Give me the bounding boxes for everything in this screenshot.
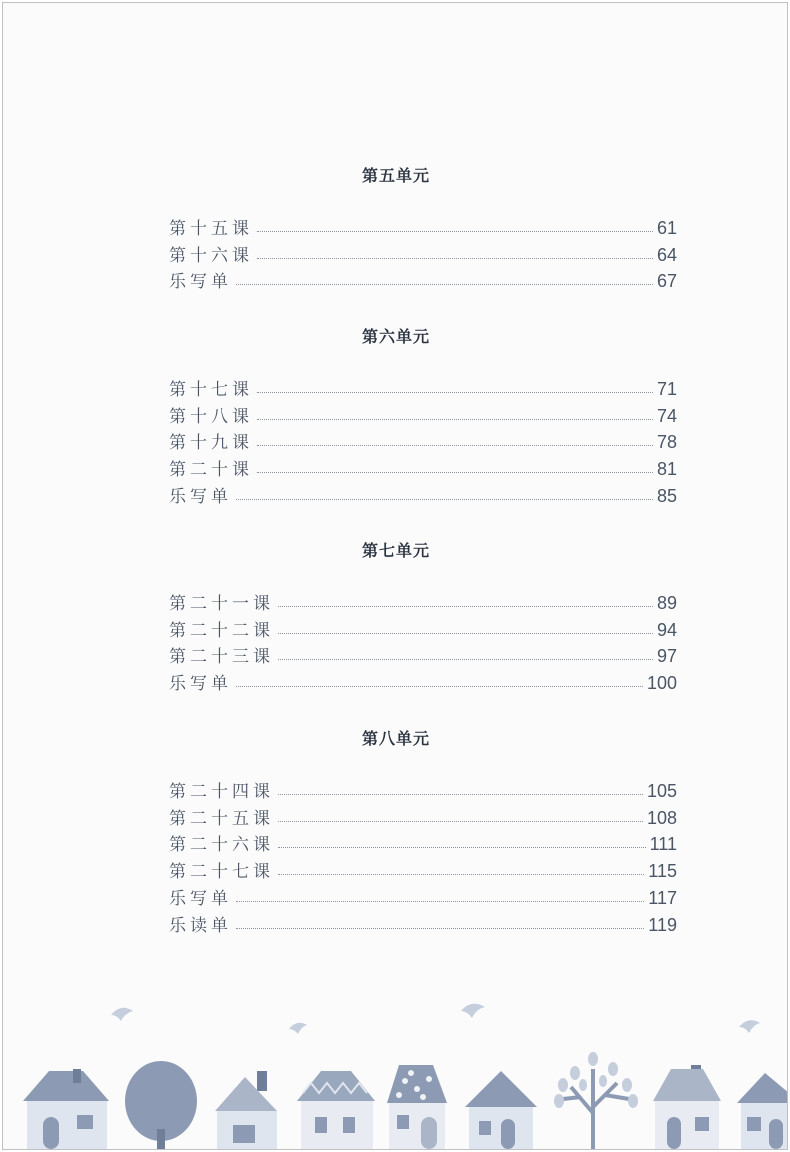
tree-illustration: [554, 1052, 638, 1149]
toc-entry-title: 第二十六课: [169, 835, 274, 856]
toc-entry[interactable]: [169, 376, 677, 400]
toc-entry[interactable]: [169, 456, 677, 480]
toc-entry-page-number: 119: [648, 914, 677, 935]
toc-entry-page-number: 97: [656, 646, 677, 667]
toc-entry-page-number: 94: [656, 619, 677, 640]
toc-entry-page-number: 67: [656, 271, 677, 292]
dot-leader: [278, 847, 646, 848]
dot-leader: [278, 821, 643, 822]
unit-heading: 第六单元: [361, 327, 430, 346]
dot-leader: [236, 284, 653, 285]
toc-entry-title: 第二十四课: [169, 782, 274, 802]
toc-entry-title: 乐写单: [169, 888, 232, 909]
dot-leader: [278, 874, 644, 875]
dot-leader: [236, 686, 643, 687]
toc-entry-page-number: 61: [656, 218, 677, 238]
toc-entry[interactable]: [169, 242, 677, 266]
tree-illustration: [125, 1061, 197, 1149]
dot-leader: [257, 419, 653, 420]
toc-entry-page-number: 105: [646, 781, 677, 801]
toc-entry[interactable]: [169, 590, 677, 614]
dot-leader: [278, 794, 643, 795]
house-illustration: [737, 1073, 788, 1149]
unit-heading: 第五单元: [361, 166, 430, 185]
toc-entry-page-number: 108: [646, 807, 677, 828]
toc-entry-title: 第二十课: [169, 460, 253, 481]
toc-entry[interactable]: [169, 778, 677, 802]
toc-entry[interactable]: [169, 912, 677, 936]
toc-entry-page-number: 111: [649, 834, 677, 855]
toc-entry[interactable]: [169, 831, 677, 855]
dot-leader: [278, 659, 653, 660]
toc-entry[interactable]: [169, 617, 677, 641]
toc-entry-title: 第二十三课: [169, 647, 274, 668]
toc-entry-page-number: 81: [656, 459, 677, 480]
toc-entry-title: 乐读单: [169, 915, 232, 936]
toc-entry[interactable]: [169, 885, 677, 909]
toc-entry[interactable]: [169, 403, 677, 427]
toc-entry-title: 第十五课: [169, 219, 253, 239]
toc-entry-title: 第十七课: [169, 380, 253, 400]
toc-entry-page-number: 117: [648, 887, 677, 908]
dot-leader: [236, 901, 644, 902]
house-illustration: [23, 1069, 109, 1149]
dot-leader: [278, 606, 653, 607]
book-page: [2, 2, 788, 1150]
toc-entry-page-number: 74: [656, 405, 677, 426]
toc-entry-title: 第二十五课: [169, 808, 274, 829]
toc-entry-title: 乐写单: [169, 272, 232, 293]
toc-entry-page-number: 100: [646, 673, 677, 694]
house-illustration: [653, 1065, 721, 1149]
house-illustration: [465, 1071, 537, 1149]
toc-entry-page-number: 78: [656, 432, 677, 453]
dot-leader: [257, 258, 653, 259]
toc-entry-title: 乐写单: [169, 674, 232, 695]
unit-heading: 第八单元: [361, 729, 430, 748]
dot-leader: [257, 231, 653, 232]
toc-entry-title: 乐写单: [169, 486, 232, 507]
toc-entry-page-number: 115: [648, 861, 677, 882]
toc-entry-page-number: 64: [656, 244, 677, 265]
toc-entry-title: 第十六课: [169, 245, 253, 266]
toc-entry[interactable]: [169, 268, 677, 292]
house-illustration: [387, 1065, 447, 1149]
toc-entry-page-number: 89: [656, 593, 677, 613]
toc-entry[interactable]: [169, 483, 677, 507]
bird-icon: [111, 1004, 760, 1034]
dot-leader: [236, 499, 653, 500]
toc-entry[interactable]: [169, 215, 677, 239]
dot-leader: [236, 928, 644, 929]
dot-leader: [257, 392, 653, 393]
toc-entry[interactable]: [169, 858, 677, 882]
dot-leader: [278, 633, 653, 634]
toc-entry[interactable]: [169, 805, 677, 829]
toc-entry[interactable]: [169, 643, 677, 667]
house-illustration: [297, 1071, 375, 1149]
toc-entry-title: 第二十七课: [169, 862, 274, 883]
dot-leader: [257, 472, 653, 473]
house-illustration: [215, 1071, 277, 1149]
village-illustration: [3, 989, 788, 1149]
toc-entry[interactable]: [169, 429, 677, 453]
unit-heading: 第七单元: [361, 541, 430, 560]
toc-entry-title: 第十八课: [169, 406, 253, 427]
toc-entry-title: 第十九课: [169, 433, 253, 454]
toc-entry[interactable]: [169, 670, 677, 694]
toc-entry-title: 第二十一课: [169, 594, 274, 614]
dot-leader: [257, 445, 653, 446]
toc-entry-page-number: 71: [656, 379, 677, 399]
toc-entry-title: 第二十二课: [169, 620, 274, 641]
toc-entry-page-number: 85: [656, 485, 677, 506]
